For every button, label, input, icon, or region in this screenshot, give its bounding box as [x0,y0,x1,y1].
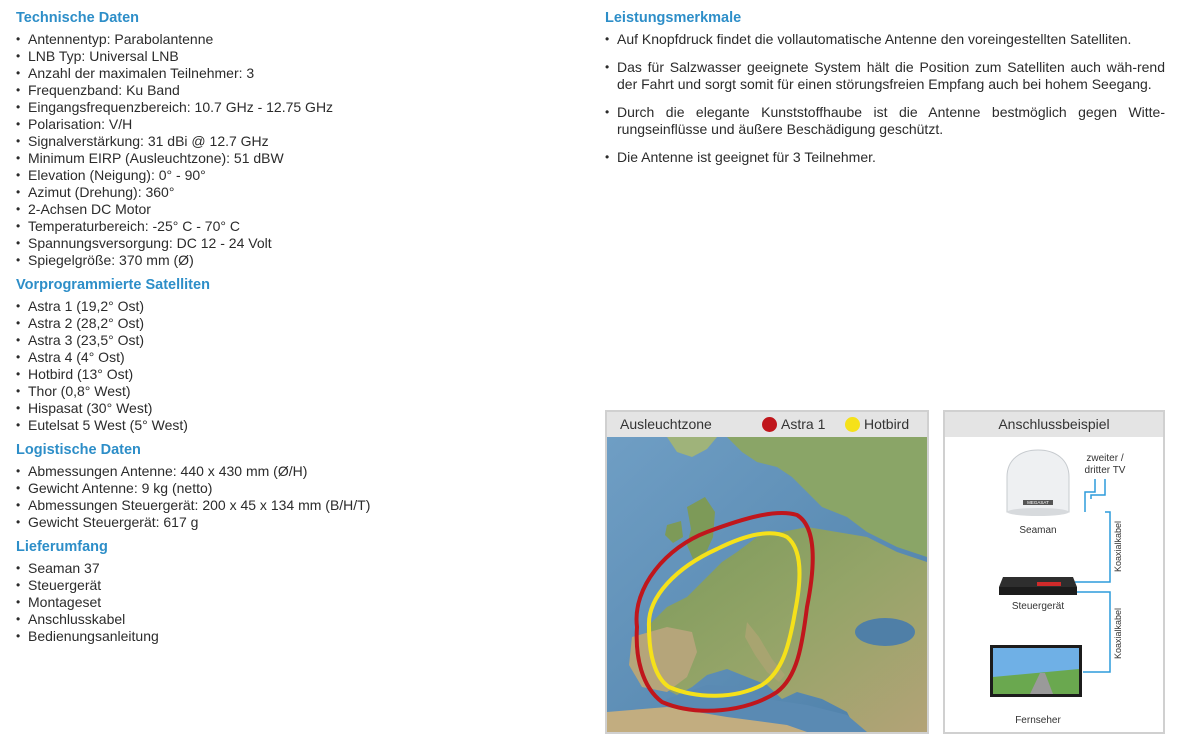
legend-astra1 [762,416,825,432]
delivery-item: • Montageset [16,594,576,611]
left-column [16,8,576,651]
connection-example-panel [943,410,1165,734]
feature-item: • Das für Salzwasser geeignete System hält die Position zum Satelliten auch wäh-rend der Fahrt und sorgt somit für einen störungsfreien Empfang auch bei hohem Seegang. [605,59,1165,93]
technical-item: • Spannungsversorgung: DC 12 - 24 Volt [16,235,576,252]
coverage-map-panel [605,410,929,734]
logistics-item: • Gewicht Antenne: 9 kg (netto) [16,480,576,497]
technical-item: • LNB Typ: Universal LNB [16,48,576,65]
delivery-item: • Bedienungsanleitung [16,628,576,645]
technical-item: • Eingangsfrequenzbereich: 10.7 GHz - 12.75 GHz [16,99,576,116]
antenna-brand: MEGASAT [1027,500,1049,505]
satellite-item: • Astra 1 (19,2° Ost) [16,298,576,315]
delivery-item: • Anschlusskabel [16,611,576,628]
antenna-label: Seaman [1019,525,1057,536]
satellite-item: • Astra 2 (28,2° Ost) [16,315,576,332]
satellites-list [16,298,576,434]
coverage-map-title: Ausleuchtzone [620,416,712,432]
tv-label: Fernseher [1015,715,1061,726]
delivery-item: • Seaman 37 [16,560,576,577]
technical-item: • Temperaturbereich: -25° C - 70° C [16,218,576,235]
technical-list [16,31,576,269]
satellite-item: • Thor (0,8° West) [16,383,576,400]
antenna-dome-icon [1007,450,1069,516]
satellite-item: • Eutelsat 5 West (5° West) [16,417,576,434]
legend-hotbird [845,416,909,432]
right-column [605,8,1165,177]
technical-item: • Minimum EIRP (Ausleuchtzone): 51 dBW [16,150,576,167]
extra-tv-label-line2: dritter TV [1084,465,1126,476]
europe-map [607,437,927,732]
controller-label: Steuergerät [1011,601,1065,612]
delivery-list [16,560,576,645]
controller-icon [999,577,1077,595]
technical-item: • Spiegelgröße: 370 mm (Ø) [16,252,576,269]
technical-item: • Antennentyp: Parabolantenne [16,31,576,48]
coverage-map-header [607,412,927,437]
feature-item: • Die Antenne ist geeignet für 3 Teilnehmer. [605,149,1165,166]
legend-hotbird-dot [845,417,860,432]
technical-item: • Signalverstärkung: 31 dBi @ 12.7 GHz [16,133,576,150]
logistics-heading: Logistische Daten [16,442,141,458]
legend-astra1-dot [762,417,777,432]
cable-label-1: Koaxialkabel [1113,520,1123,572]
logistics-list [16,463,576,531]
technical-item: • Anzahl der maximalen Teilnehmer: 3 [16,65,576,82]
technical-item: • Polarisation: V/H [16,116,576,133]
delivery-item: • Steuergerät [16,577,576,594]
black-sea [855,618,915,646]
satellite-item: • Hotbird (13° Ost) [16,366,576,383]
technical-item: • Frequenzband: Ku Band [16,82,576,99]
satellite-item: • Astra 4 (4° Ost) [16,349,576,366]
connection-example-title: Anschlussbeispiel [945,412,1163,437]
cable-label-2: Koaxialkabel [1113,607,1123,659]
technical-item: • Elevation (Neigung): 0° - 90° [16,167,576,184]
feature-item: • Durch die elegante Kunststoffhaube ist die Antenne bestmöglich gegen Witte-rungseinflüsse und äußere Beschädigung geschützt. [605,104,1165,138]
tv-icon [990,645,1082,697]
technical-item: • 2-Achsen DC Motor [16,201,576,218]
legend-astra1-label: Astra 1 [781,416,826,432]
delivery-heading: Lieferumfang [16,539,108,555]
technical-item: • Azimut (Drehung): 360° [16,184,576,201]
features-list [605,31,1165,166]
satellites-heading: Vorprogrammierte Satelliten [16,277,210,293]
logistics-item: • Abmessungen Antenne: 440 x 430 mm (Ø/H) [16,463,576,480]
connection-diagram [945,437,1163,732]
technical-heading: Technische Daten [16,10,140,26]
logistics-item: • Abmessungen Steuergerät: 200 x 45 x 134 mm (B/H/T) [16,497,576,514]
feature-item: • Auf Knopfdruck findet die vollautomatische Antenne den voreingestellten Satelliten. [605,31,1165,48]
satellite-item: • Hispasat (30° West) [16,400,576,417]
satellite-item: • Astra 3 (23,5° Ost) [16,332,576,349]
legend-hotbird-label: Hotbird [864,416,910,432]
coax-cables [1075,479,1110,672]
logistics-item: • Gewicht Steuergerät: 617 g [16,514,576,531]
features-heading: Leistungsmerkmale [605,10,742,26]
extra-tv-label-line1: zweiter / [1086,453,1124,464]
